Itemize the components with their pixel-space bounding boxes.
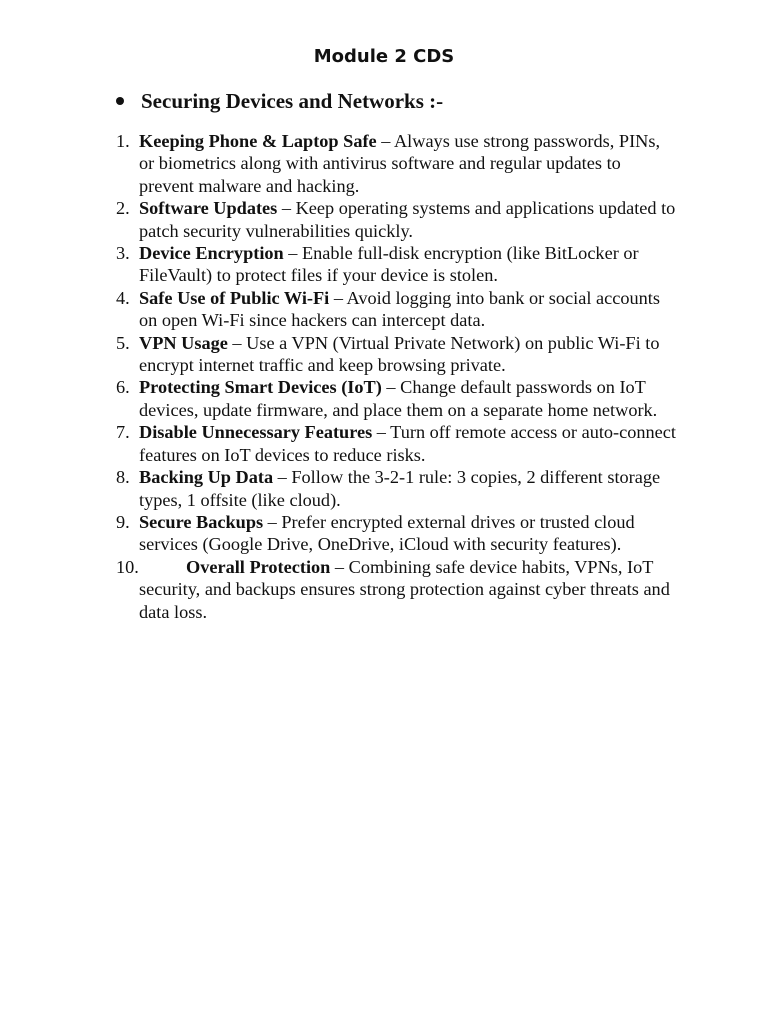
bullet-icon [116,97,124,105]
list-item [0,511,679,556]
item-number: 2. [116,198,130,219]
item-title: Backing Up Data [139,467,274,488]
list-item [0,242,679,287]
item-text: – Avoid logging into bank or social accounts on open Wi-Fi since hackers can intercept data. [139,287,660,331]
item-number: 5. [116,332,130,353]
item-title: Software Updates [139,198,278,219]
item-number: 9. [116,511,130,532]
list-item [0,130,679,197]
item-title: VPN Usage [139,332,228,353]
item-number: 8. [116,467,130,488]
item-number: 10. [116,556,139,577]
item-text: – Change default passwords on IoT devices, update firmware, and place them on a separate home network. [139,377,658,420]
item-title: Secure Backups [139,511,264,532]
list-item [0,421,679,466]
item-text: – Combining safe device habits, VPNs, IoT security, and backups ensures strong protection against cyber threats and data loss. [139,556,670,622]
section-heading [114,88,694,114]
item-number: 1. [116,131,130,151]
item-text: – Enable full-disk encryption (like BitLocker or FileVault) to protect files if your device is stolen. [139,243,639,286]
item-title: Protecting Smart Devices (IoT) [139,377,382,398]
item-title: Keeping Phone & Laptop Safe [139,131,377,151]
item-text: – Follow the 3-2-1 rule: 3 copies, 2 different storage types, 1 offsite (like cloud). [139,467,661,510]
item-number: 4. [116,287,130,308]
item-number: 3. [116,243,130,264]
list-item [0,466,679,511]
list-item [0,287,679,332]
item-title: Device Encryption [139,243,284,264]
item-title: Overall Protection [186,556,331,577]
document-title: Module 2 CDS [313,46,455,67]
item-text: – Turn off remote access or auto-connect features on IoT devices to reduce risks. [139,422,676,465]
list-item [0,197,679,242]
item-text: – Prefer encrypted external drives or trusted cloud services (Google Drive, OneDrive, iCloud with security features). [139,511,635,555]
item-text: – Use a VPN (Virtual Private Network) on public Wi-Fi to encrypt internet traffic and keep browsing private. [139,332,660,376]
item-number: 6. [116,377,130,398]
item-text: – Always use strong passwords, PINs, or biometrics along with antivirus software and regular updates to prevent malware and hacking. [139,131,661,196]
list-item [0,376,679,421]
item-title: Safe Use of Public Wi-Fi [139,287,330,308]
list-item [0,332,679,377]
list-item [0,556,679,623]
section-heading-text: Securing Devices and Networks :- [141,89,444,113]
item-text: – Keep operating systems and applications updated to patch security vulnerabilities quickly. [139,198,676,241]
item-number: 7. [116,422,130,443]
item-title: Disable Unnecessary Features [139,422,373,443]
numbered-list [0,130,768,623]
